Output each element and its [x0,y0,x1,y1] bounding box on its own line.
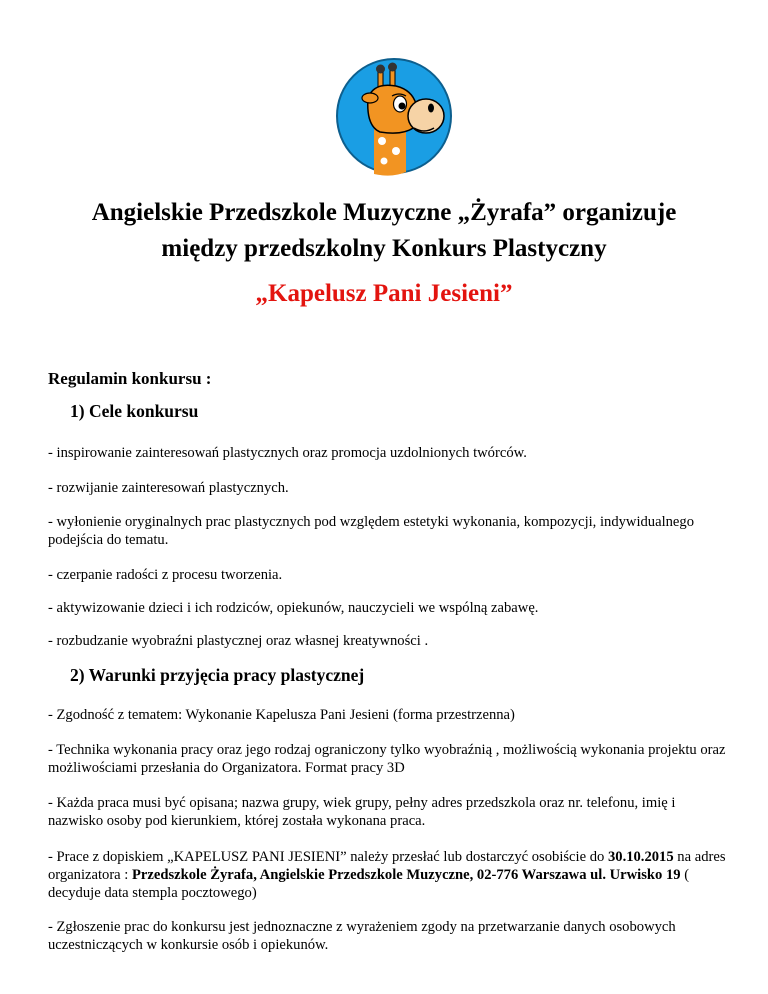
organizer-address: Przedszkole Żyrafa, Angielskie Przedszkole Muzyczne, 02-776 Warszawa ul. Urwisko 19 [132,867,681,883]
section-1-heading: 1) Cele konkursu [70,401,199,421]
rules-heading: Regulamin konkursu : [48,369,212,388]
list-item: - czerpanie radości z procesu tworzenia. [48,567,283,583]
giraffe-logo-icon [334,56,454,176]
text-part: ( decyduje data stempla pocztowego) [48,867,690,901]
text-part: na adres organizatora : [48,849,726,883]
title-line-1: Angielskie Przedszkole Muzyczne „Żyrafa” organizuje [91,199,677,226]
list-item: - rozbudzanie wyobraźni plastycznej oraz własnej kreatywności . [48,633,429,649]
list-item: - inspirowanie zainteresowań plastycznych oraz promocja uzdolnionych twórców. [48,445,527,461]
list-item: - Zgłoszenie prac do konkursu jest jednoznaczne z wyrażeniem zgody na przetwarzanie danych osobowych uczestniczących w konkursie osób i opiekunów. [48,919,676,953]
list-item: - Każda praca musi być opisana; nazwa grupy, wiek grupy, pełny adres przedszkola oraz nr. telefonu, imię i nazwisko osoby pod kierunkiem, której została wykonana praca. [48,795,676,829]
list-item: - Zgodność z tematem: Wykonanie Kapelusza Pani Jesieni (forma przestrzenna) [48,707,515,723]
text-part: - Prace z dopiskiem „KAPELUSZ PANI JESIENI” należy przesłać lub dostarczyć osobiście do [48,849,608,865]
title-line-2: między przedszkolny Konkurs Plastyczny [161,235,607,262]
list-item: - Technika wykonania pracy oraz jego rodzaj ograniczony tylko wyobraźnią , możliwością wykonania projektu oraz możliwościami przesłania do Organizatora. Format pracy 3D [48,742,726,776]
list-item: - wyłonienie oryginalnych prac plastycznych pod względem estetyki wykonania, kompozycji, indywidualnego podejścia do tematu. [48,514,695,548]
contest-name: „Kapelusz Pani Jesieni” [255,280,513,307]
list-item: - aktywizowanie dzieci i ich rodziców, opiekunów, nauczycieli we wspólną zabawę. [48,600,539,616]
list-item [48,848,728,902]
deadline-date: 30.10.2015 [607,849,674,865]
page-title [0,195,768,267]
section-2-heading: 2) Warunki przyjęcia pracy plastycznej [70,665,365,685]
list-item: - rozwijanie zainteresowań plastycznych. [48,480,289,496]
